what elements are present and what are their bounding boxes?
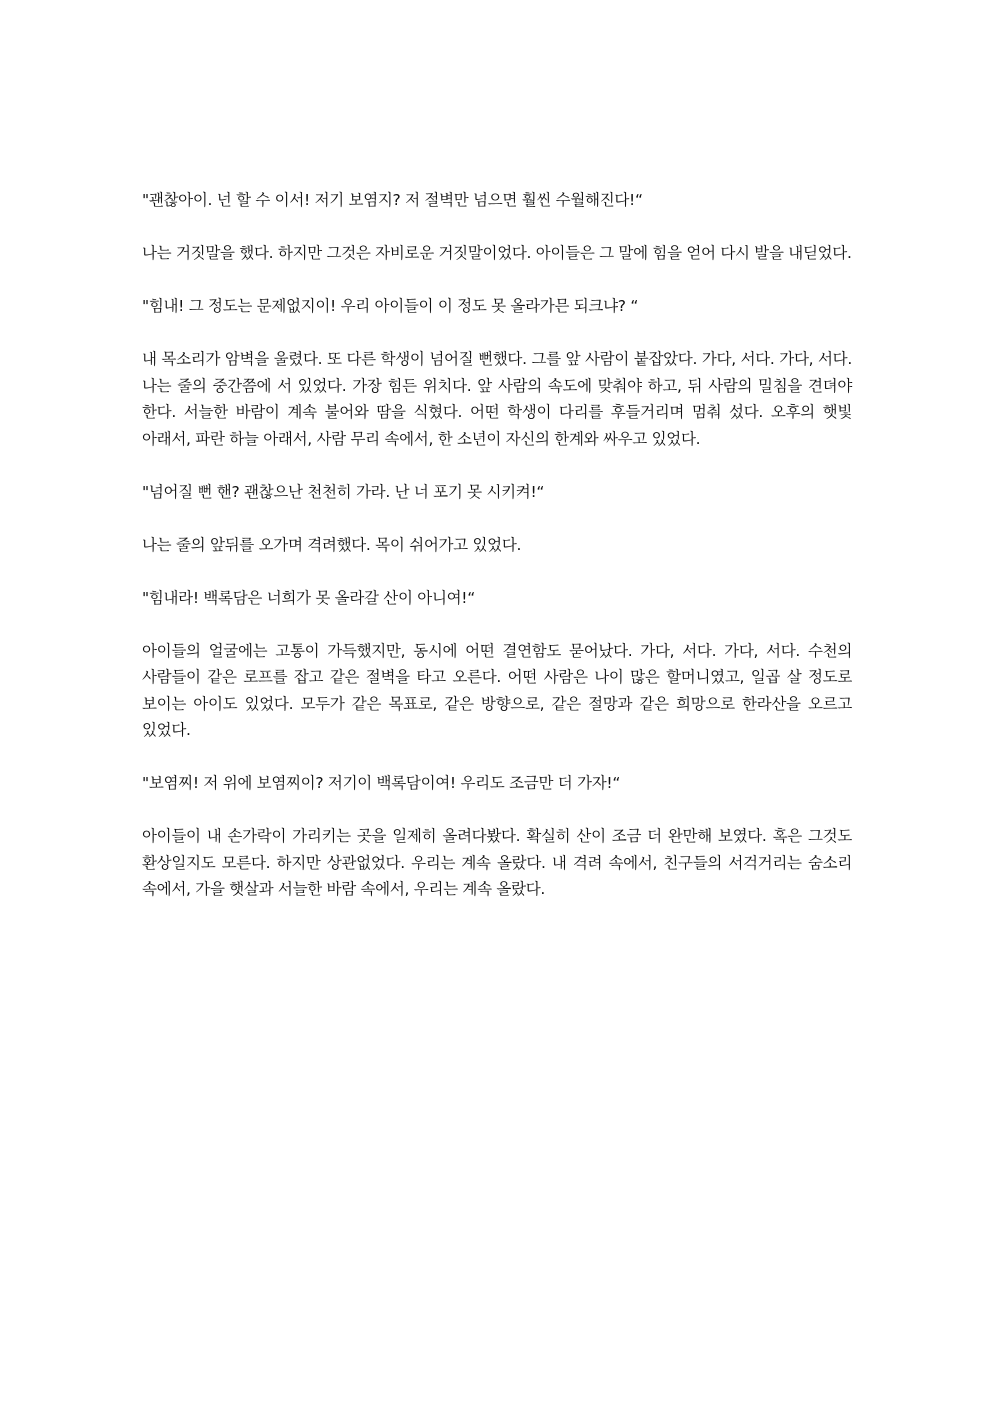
narration-paragraph-1: 나는 거짓말을 했다. 하지만 그것은 자비로운 거짓말이었다. 아이들은 그 말에 힘을 얻어 다시 발을 내딛었다. (142, 244, 852, 262)
dialogue-paragraph-4: "힘내라! 백록담은 너희가 못 올라갈 산이 아니여!“ (142, 588, 475, 607)
narration-paragraph-3: 나는 줄의 앞뒤를 오가며 격려했다. 목이 쉬어가고 있었다. (142, 535, 522, 554)
dialogue-paragraph-1: "괜찮아이. 넌 할 수 이서! 저기 보염지? 저 절벽만 넘으면 훨씬 수월해진다!“ (142, 191, 643, 209)
dialogue-paragraph-5: "보염찌! 저 위에 보염찌이? 저기이 백록담이여! 우리도 조금만 더 가자!“ (142, 774, 621, 792)
dialogue-paragraph-3: "넘어질 뻔 핸? 괜찮으난 천천히 가라. 난 너 포기 못 시키켜!“ (142, 482, 545, 501)
dialogue-paragraph-2: "힘내! 그 정도는 문제없지이! 우리 아이들이 이 정도 못 올라가믄 되크냐? “ (142, 297, 639, 315)
narration-paragraph-5: 아이들이 내 손가락이 가리키는 곳을 일제히 올려다봤다. 확실히 산이 조금 더 완만해 보였다. 혹은 그것도 환상일지도 모른다. 하지만 상관없었다. 우리는 계속 올랐다. 내 격려 속에서, 친구들의 서걱거리는 숨소리 속에서, 가을 햇살과 서늘한 바람 속에서, 우리는 계속 올랐다. (142, 827, 852, 898)
narration-paragraph-2: 내 목소리가 암벽을 울렸다. 또 다른 학생이 넘어질 뻔했다. 그를 앞 사람이 붙잡았다. 가다, 서다. 가다, 서다. 나는 줄의 중간쯤에 서 있었다. 가장 힘든 위치다. 앞 사람의 속도에 맞춰야 하고, 뒤 사람의 밀침을 견뎌야 한다. 서늘한 바람이 계속 불어와 땀을 식혔다. 어떤 학생이 다리를 후들거리며 멈춰 섰다. 오후의 햇빛 아래서, 파란 하늘 아래서, 사람 무리 속에서, 한 소년이 자신의 한계와 싸우고 있었다. (142, 350, 852, 448)
document-body (142, 187, 852, 929)
narration-paragraph-4: 아이들의 얼굴에는 고통이 가득했지만, 동시에 어떤 결연함도 묻어났다. 가다, 서다. 가다, 서다. 수천의 사람들이 같은 로프를 잡고 같은 절벽을 타고 오른다. 어떤 사람은 나이 많은 할머니였고, 일곱 살 정도로 보이는 아이도 있었다. 모두가 같은 목표로, 같은 방향으로, 같은 절망과 같은 희망으로 한라산을 오르고 있었다. (142, 641, 852, 739)
